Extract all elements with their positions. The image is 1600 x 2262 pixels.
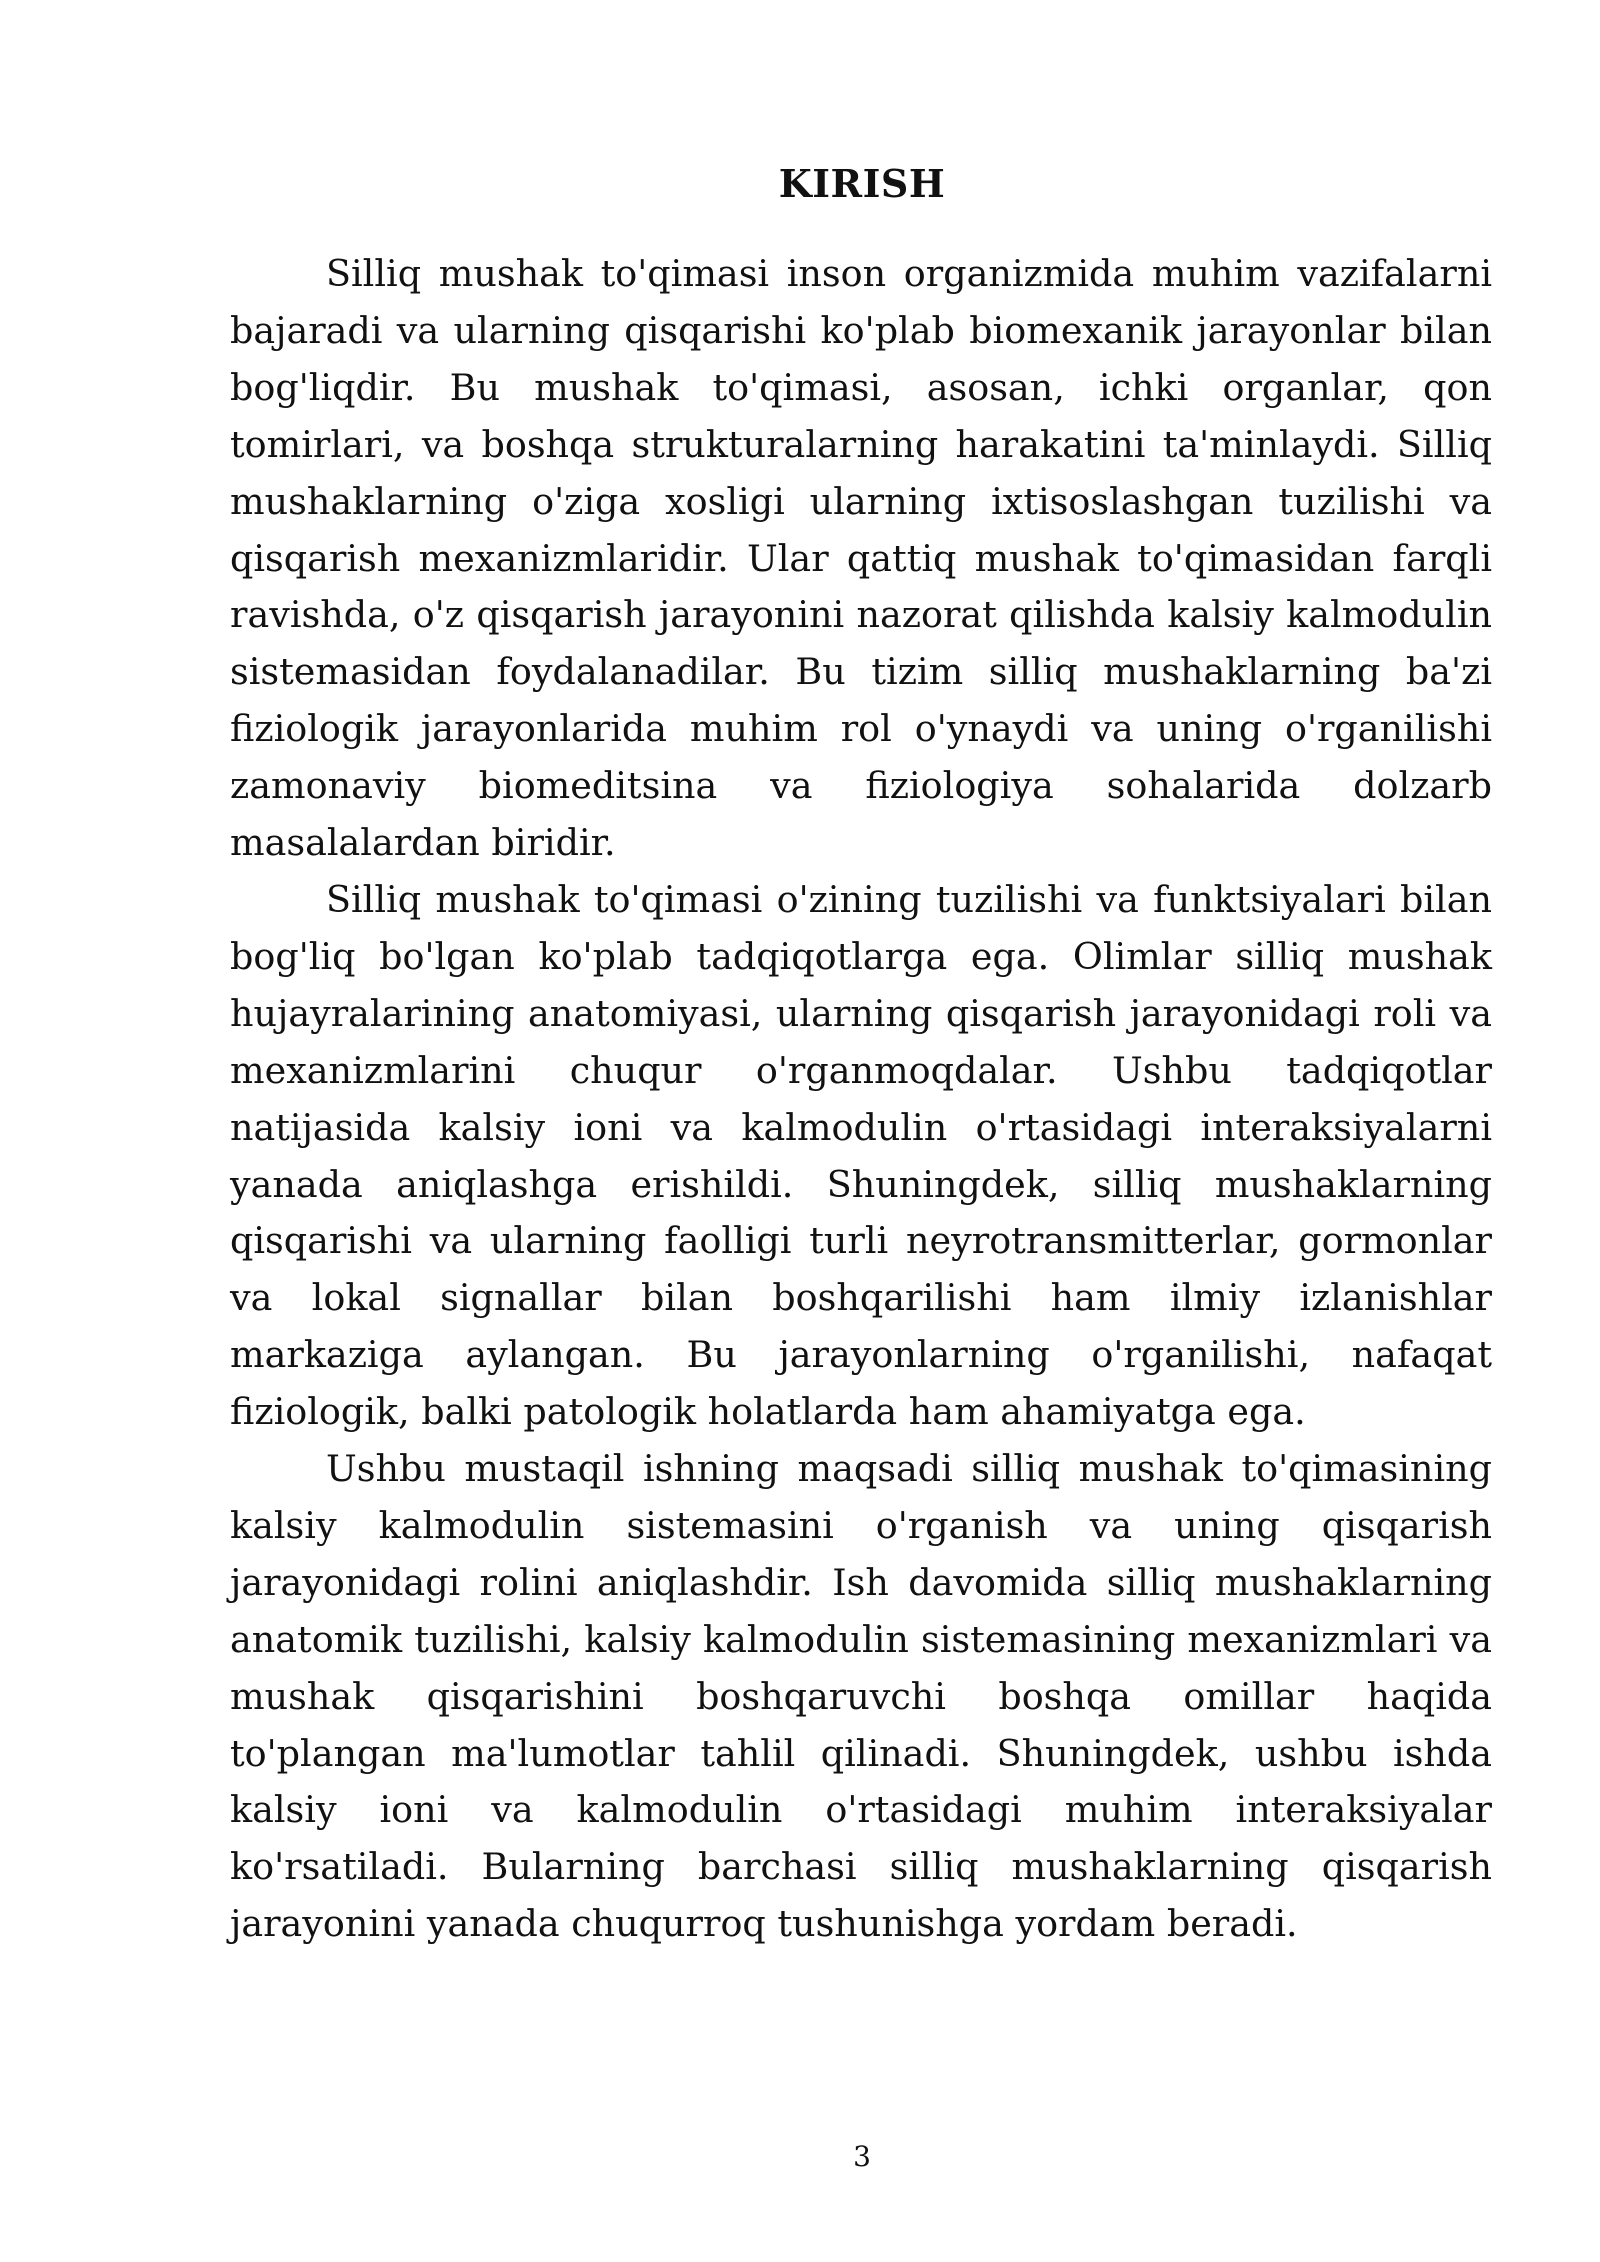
paragraph-2: Silliq mushak to'qimasi o'zining tuzilishi va funktsiyalari bilan bog'liq bo'lgan ko'plab tadqiqotlarga ega. Olimlar silliq mushak hujayralarining anatomiyasi, ularning qisqarish jarayonidagi roli va mexanizmlarini chuqur o'rganmoqdalar. Ushbu tadqiqotlar natijasida kalsiy ioni va kalmodulin o'rtasidagi interaksiyalarni yanada aniqlashga erishildi. Shuningdek, silliq mushaklarning qisqarishi va ularning faolligi turli neyrotransmitterlar, gormonlar va lokal signallar bilan boshqarilishi ham ilmiy izlanishlar markaziga aylangan. Bu jarayonlarning o'rganilishi, nafaqat fiziologik, balki patologik holatlarda ham ahamiyatga ega. — [230, 877, 1492, 1434]
page-title: KIRISH — [778, 161, 946, 206]
paragraph-1: Silliq mushak to'qimasi inson organizmida muhim vazifalarni bajaradi va ularning qisqarishi ko'plab biomexanik jarayonlar bilan bog'liqdir. Bu mushak to'qimasi, asosan, ichki organlar, qon tomirlari, va boshqa strukturalarning harakatini ta'minlaydi. Silliq mushaklarning o'ziga xosligi ularning ixtisoslashgan tuzilishi va qisqarish mexanizmlaridir. Ular qattiq mushak to'qimasidan farqli ravishda, o'z qisqarish jarayonini nazorat qilishda kalsiy kalmodulin sistemasidan foydalanadilar. Bu tizim silliq mushaklarning ba'zi fiziologik jarayonlarida muhim rol o'ynaydi va uning o'rganilishi zamonaviy biomeditsina va fiziologiya sohalarida dolzarb masalalardan biridir. — [230, 252, 1492, 865]
paragraph-3: Ushbu mustaqil ishning maqsadi silliq mushak to'qimasining kalsiy kalmodulin sistemasini o'rganish va uning qisqarish jarayonidagi rolini aniqlashdir. Ish davomida silliq mushaklarning anatomik tuzilishi, kalsiy kalmodulin sistemasining mexanizmlari va mushak qisqarishini boshqaruvchi boshqa omillar haqida to'plangan ma'lumotlar tahlil qilinadi. Shuningdek, ushbu ishda kalsiy ioni va kalmodulin o'rtasidagi muhim interaksiyalar ko'rsatiladi. Bularning barchasi silliq mushaklarning qisqarish jarayonini yanada chuqurroq tushunishga yordam beradi. — [230, 1447, 1492, 1946]
page-number: 3 — [853, 2140, 871, 2173]
body-text — [230, 246, 1492, 1953]
